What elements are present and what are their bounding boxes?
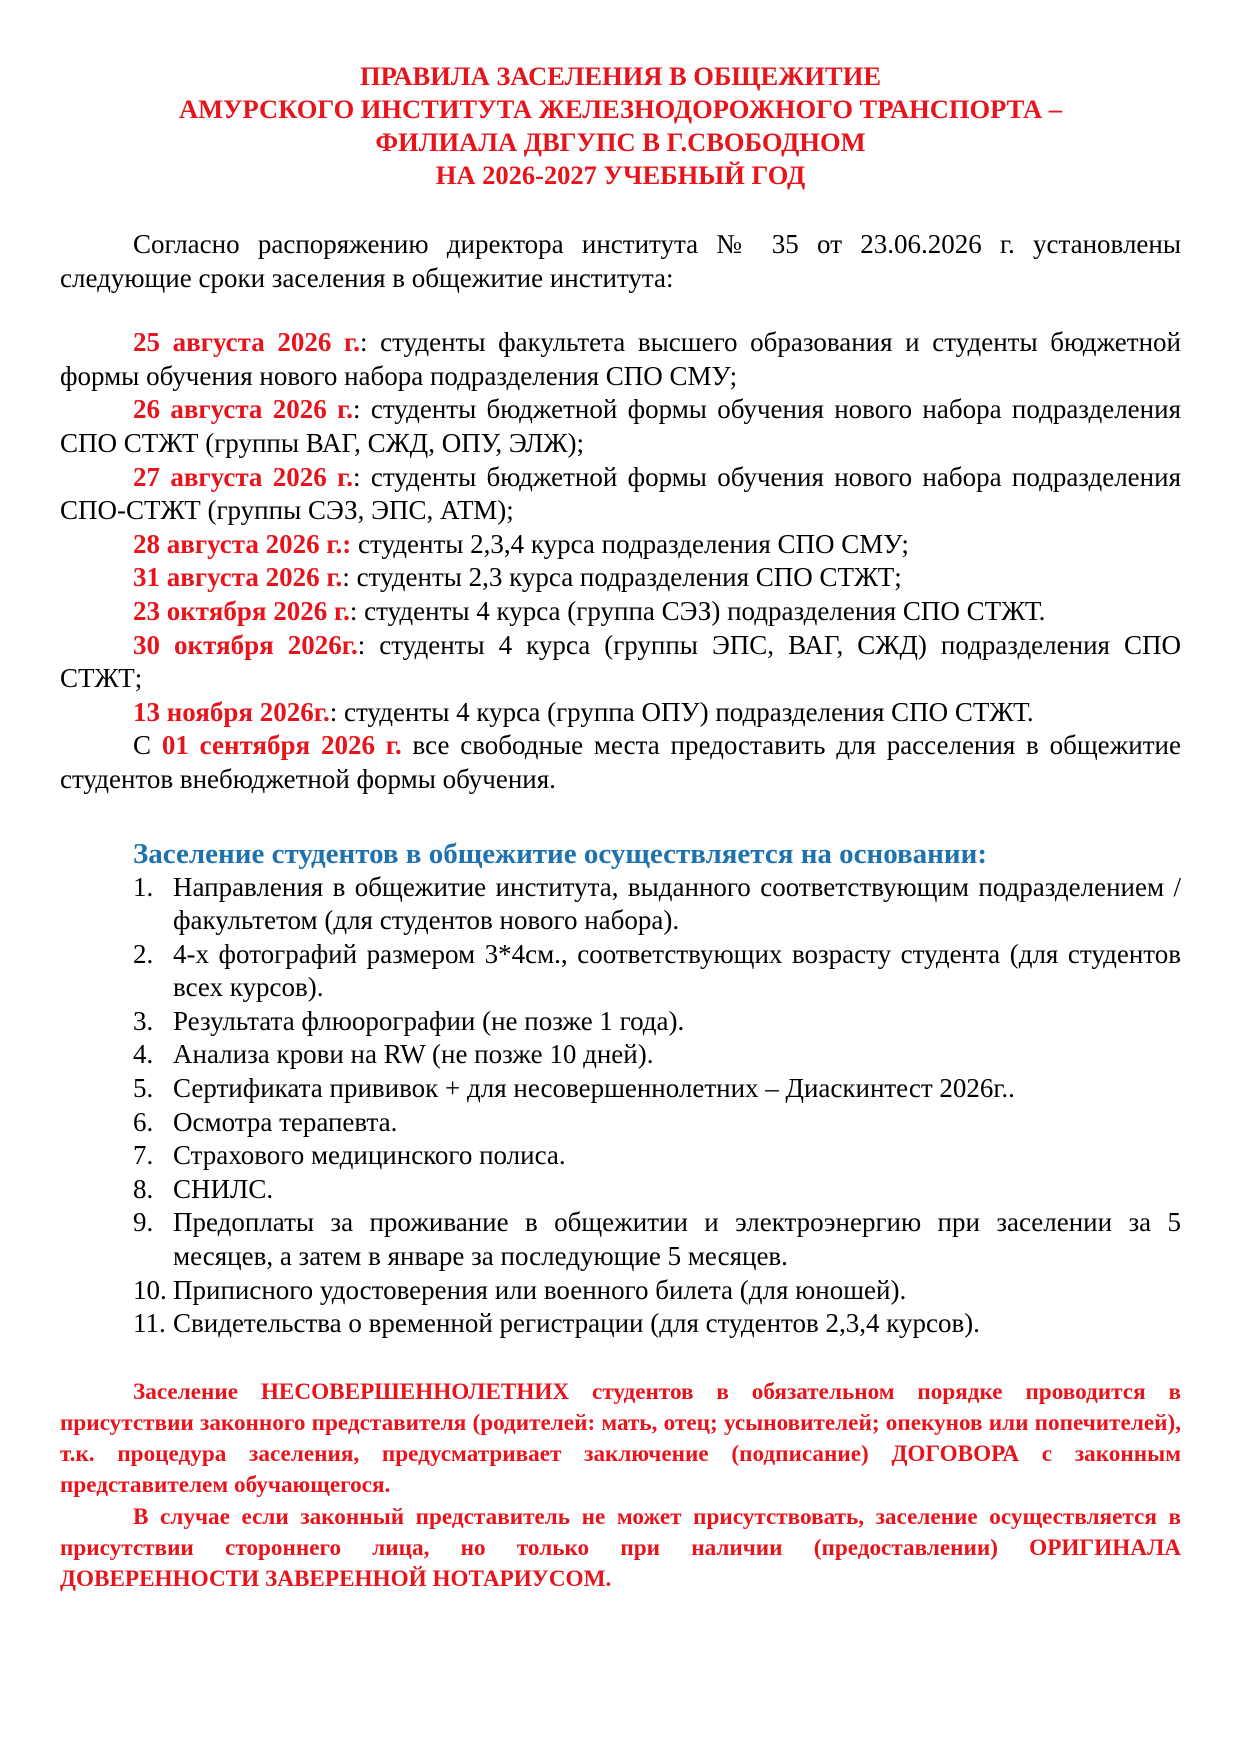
- schedule-text: : студенты бюджетной формы обучения нового набора подразделения СПО СТЖТ (группы ВАГ, СЖД, ОПУ, ЭЛЖ);: [60, 394, 1181, 458]
- basis-item-number: 10.: [133, 1274, 167, 1305]
- basis-item-text: Результата флюорографии (не позже 1 года).: [173, 1005, 685, 1036]
- schedule-list: [60, 326, 1181, 796]
- september-prefix: С: [133, 730, 162, 761]
- basis-item: [60, 1038, 1181, 1072]
- september-text: все свободные места предоставить для расселения в общежитие студентов внебюджетной формы обучения.: [60, 730, 1181, 794]
- title-line-1: ПРАВИЛА ЗАСЕЛЕНИЯ В ОБЩЕЖИТИЕ: [359, 61, 881, 91]
- schedule-date: 28 августа 2026 г.:: [133, 528, 352, 559]
- basis-item-number: 5.: [133, 1073, 154, 1104]
- basis-item-number: 2.: [133, 938, 154, 969]
- basis-heading: Заселение студентов в общежитие осуществляется на основании:: [133, 837, 987, 870]
- basis-item: [60, 1206, 1181, 1273]
- basis-item: [60, 871, 1181, 938]
- basis-item-text: 4-х фотографий размером 3*4см., соответствующих возрасту студента (для студентов всех курсов).: [173, 938, 1181, 1003]
- basis-item: [60, 938, 1181, 1005]
- schedule-item: [60, 595, 1181, 629]
- basis-item-text: Свидетельства о временной регистрации (для студентов 2,3,4 курсов).: [173, 1308, 980, 1339]
- schedule-item: [60, 461, 1181, 528]
- schedule-item: [60, 393, 1181, 460]
- basis-item-number: 9.: [133, 1207, 154, 1238]
- schedule-item: [60, 326, 1181, 393]
- basis-item: [60, 1274, 1181, 1308]
- schedule-date: 23 октября 2026 г.: [133, 595, 350, 626]
- september-paragraph: [60, 729, 1181, 796]
- schedule-date: 13 ноября 2026г.: [133, 696, 330, 727]
- document-title: [60, 60, 1181, 192]
- basis-item-number: 3.: [133, 1005, 154, 1036]
- schedule-date: 26 августа 2026 г.: [133, 394, 354, 425]
- basis-item: [60, 1139, 1181, 1173]
- basis-item-number: 1.: [133, 871, 154, 902]
- basis-item-number: 4.: [133, 1039, 154, 1070]
- basis-item-number: 11.: [133, 1308, 166, 1339]
- basis-item-text: Страхового медицинского полиса.: [173, 1140, 566, 1171]
- basis-item: [60, 1307, 1181, 1341]
- basis-item-number: 6.: [133, 1106, 154, 1137]
- schedule-text: : студенты бюджетной формы обучения нового набора подразделения СПО-СТЖТ (группы СЭЗ, ЭПС, АТМ);: [60, 461, 1181, 526]
- title-line-2: АМУРСКОГО ИНСТИТУТА ЖЕЛЕЗНОДОРОЖНОГО ТРАНСПОРТА –: [178, 94, 1063, 124]
- schedule-date: 27 августа 2026 г.: [133, 461, 354, 492]
- basis-item-text: Осмотра терапевта.: [173, 1106, 398, 1137]
- basis-item-text: Сертификата прививок + для несовершеннолетних – Диаскинтест 2026г..: [173, 1073, 1015, 1104]
- basis-item: [60, 1072, 1181, 1106]
- proxy-paragraph: В случае если законный представитель не может присутствовать, заселение осуществляется в присутствии стороннего лица, но только при наличии (предоставлении) ОРИГИНАЛА ДОВЕРЕННОСТИ ЗАВЕРЕННОЙ НОТАРИУСОМ.: [60, 1503, 1181, 1593]
- basis-item-text: Анализа крови на RW (не позже 10 дней).: [173, 1039, 654, 1070]
- minors-paragraph: Заселение НЕСОВЕРШЕННОЛЕТНИХ студентов в обязательном порядке проводится в присутствии законного представителя (родителей: мать, отец; усыновителей; опекунов или попечителей), т.к. процедура заселения, предусматривает заключение (подписание) ДОГОВОРА с законным представителем обучающегося.: [60, 1378, 1181, 1499]
- basis-item-number: 8.: [133, 1173, 154, 1204]
- document-body: [60, 228, 1181, 1595]
- basis-list: [60, 871, 1181, 1341]
- schedule-text: : студенты 2,3 курса подразделения СПО СТЖТ;: [342, 562, 902, 593]
- basis-item-text: Направления в общежитие института, выданного соответствующим подразделением /факультетом (для студентов нового набора).: [173, 871, 1181, 936]
- title-line-3: ФИЛИАЛА ДВГУПС В Г.СВОБОДНОМ: [375, 127, 866, 157]
- schedule-date: 31 августа 2026 г.: [133, 562, 343, 593]
- schedule-item: [60, 561, 1181, 595]
- basis-item: [60, 1005, 1181, 1039]
- schedule-date: 30 октября 2026г.: [133, 629, 358, 660]
- basis-item: [60, 1106, 1181, 1140]
- basis-item-text: Предоплаты за проживание в общежитии и электроэнергию при заселении за 5 месяцев, а затем в январе за последующие 5 месяцев.: [173, 1207, 1181, 1272]
- schedule-item: [60, 629, 1181, 696]
- september-date: 01 сентября 2026 г.: [161, 730, 402, 761]
- basis-item-number: 7.: [133, 1140, 154, 1171]
- schedule-text: студенты 2,3,4 курса подразделения СПО СМУ;: [351, 528, 909, 559]
- schedule-text: : студенты 4 курса (группа ОПУ) подразделения СПО СТЖТ.: [329, 696, 1034, 727]
- title-line-4: НА 2026-2027 УЧЕБНЫЙ ГОД: [435, 160, 806, 190]
- basis-item: [60, 1173, 1181, 1207]
- schedule-item: [60, 528, 1181, 562]
- schedule-text: : студенты 4 курса (группа СЭЗ) подразделения СПО СТЖТ.: [349, 595, 1046, 626]
- schedule-text: : студенты факультета высшего образования и студенты бюджетной формы обучения нового набора подразделения СПО СМУ;: [60, 327, 1181, 391]
- schedule-text: : студенты 4 курса (группы ЭПС, ВАГ, СЖД) подразделения СПО СТЖТ;: [60, 629, 1181, 694]
- schedule-item: [60, 696, 1181, 730]
- schedule-date: 25 августа 2026 г.: [133, 327, 360, 358]
- intro-paragraph: Согласно распоряжению директора института № 35 от 23.06.2026 г. установлены следующие сроки заселения в общежитие института:: [60, 229, 1181, 293]
- basis-item-text: Приписного удостоверения или военного билета (для юношей).: [173, 1274, 907, 1305]
- basis-item-text: СНИЛС.: [173, 1173, 274, 1204]
